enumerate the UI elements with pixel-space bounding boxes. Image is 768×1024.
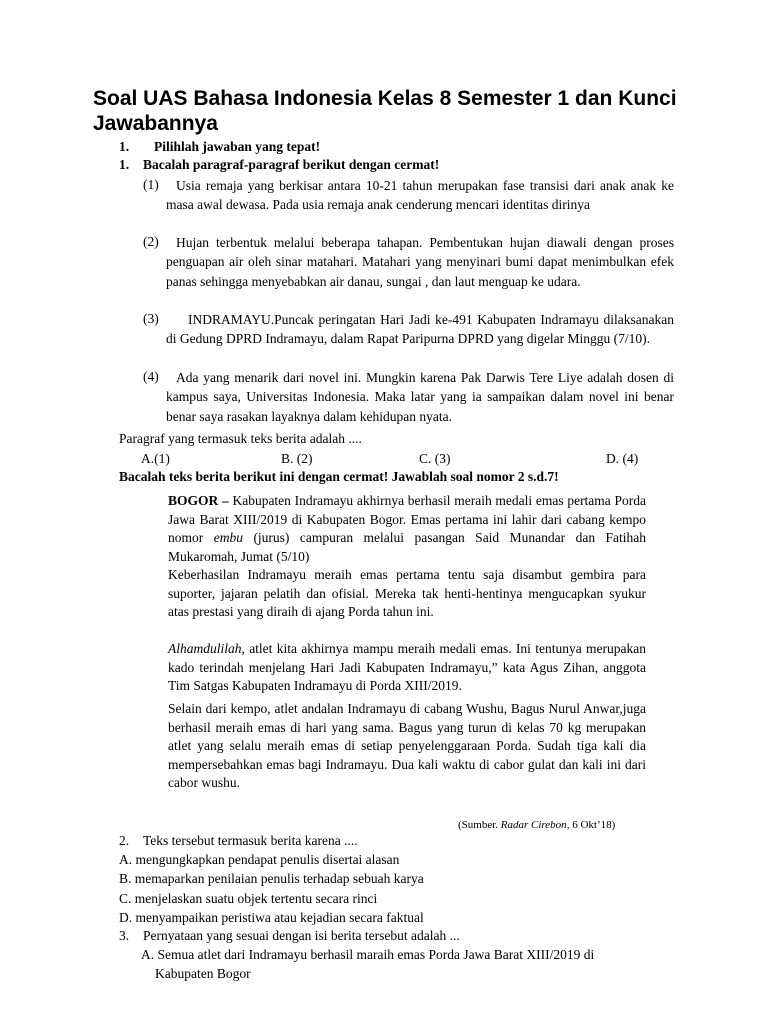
article-paragraph-4: Selain dari kempo, atlet andalan Indramayu di cabang Wushu, Bagus Nurul Anwar,juga berhasil meraih emas di hari yang sama. Bagus yang turun di kelas 70 kg merupakan atlet yang selalu meraih emas di setiap penyelenggaraan Porda. Sudah tiga kali dia mempersebahkan emas bagi Indramayu. Dua kali waktu di cabor gulat dan kali ini dari cabor wushu. [168, 701, 646, 791]
question-2-prompt: Teks tersebut termasuk berita karena .... [143, 833, 358, 848]
article-p3-italic: Alhamdulilah [168, 641, 242, 656]
paragraph-4-number: (4) [143, 369, 159, 384]
instruction-number: 1. [119, 139, 130, 154]
question-2-number: 2. [119, 833, 130, 848]
article-dateline: BOGOR – [168, 493, 229, 508]
source-publication: Radar Cirebon [500, 819, 567, 831]
paragraph-3-text: INDRAMAYU.Puncak peringatan Hari Jadi ke-491 Kabupaten Indramayu dilaksanakan di Gedung DPRD Indramayu, dalam Rapat Paripurna DPRD yang digelar Minggu (7/10). [166, 312, 674, 347]
paragraph-4-text: Ada yang menarik dari novel ini. Mungkin karena Pak Darwis Tere Liye adalah dosen di kampus saya, Universitas Indonesia. Maka latar yang ia sampaikan dalam novel ini benar benar saya rasakan layaknya dalam kehidupan nyata. [166, 370, 674, 424]
question-2-option-b[interactable]: B. memaparkan penilaian penulis terhadap sebuah karya [119, 871, 424, 886]
paragraph-2-text: Hujan terbentuk melalui beberapa tahapan. Pembentukan hujan diawali dengan proses penguapan air oleh sinar matahari. Matahari yang menyinari bumi dapat menimbulkan efek panas sehingga menyebabkan air danau, sungai , dan laut menguap ke udara. [166, 235, 674, 289]
question-1-prompt: Paragraf yang termasuk teks berita adalah .... [119, 431, 362, 446]
question-3-option-a[interactable]: A. Semua atlet dari Indramayu berhasil maraih emas Porda Jawa Barat XIII/2019 di [141, 947, 595, 962]
question-3-option-a-continued: Kabupaten Bogor [155, 966, 251, 981]
source-date: , 6 Okt’18) [566, 819, 616, 831]
article-paragraph-1 [168, 492, 646, 566]
article-p1-tail: (jurus) campuran melalui pasangan Said Munandar dan Fatihah Mukaromah, Jumat (5/10) [168, 530, 647, 564]
article-source [458, 818, 615, 832]
paragraph-3-number: (3) [143, 311, 159, 326]
paragraph-1-text: Usia remaja yang berkisar antara 10-21 tahun merupakan fase transisi dari anak anak ke masa awal dewasa. Pada usia remaja anak cenderung mencari identitas dirinya [166, 178, 674, 213]
option-a[interactable]: A.(1) [141, 451, 170, 466]
source-prefix: (Sumber. [458, 819, 499, 831]
paragraph-2-number: (2) [143, 234, 159, 249]
question-1-options [141, 450, 641, 468]
question-2-option-c[interactable]: C. menjelaskan suatu objek tertentu secara rinci [119, 891, 378, 906]
question-2-option-d[interactable]: D. menyampaikan peristiwa atau kejadian secara faktual [119, 910, 424, 925]
article-p3-text: , atlet kita akhirnya mampu meraih medali emas. Ini tentunya merupakan kado terindah menjelang Hari Jadi Kabupaten Indramayu,” kata Agus Zihan, anggota Tim Satgas Kabupaten Indramayu di Porda XIII/2019. [168, 641, 646, 694]
page-title: Soal UAS Bahasa Indonesia Kelas 8 Semester 1 dan Kunci Jawabannya [93, 87, 677, 135]
passage-instruction: Bacalah teks berita berikut ini dengan cermat! Jawablah soal nomor 2 s.d.7! [119, 469, 559, 484]
article-paragraph-2: Keberhasilan Indramayu meraih emas pertama tentu saja disambut gembira para suporter, jajaran pelatih dan ofisial. Mereka tak henti-hentinya mengucapkan syukur atas prestasi yang diraih di ajang Porda tahun ini. [168, 567, 646, 620]
article-paragraph-3 [168, 640, 646, 696]
instruction-text: Pilihlah jawaban yang tepat! [154, 139, 321, 154]
option-c[interactable]: C. (3) [419, 451, 451, 466]
question-3-prompt: Pernyataan yang sesuai dengan isi berita tersebut adalah ... [143, 928, 460, 943]
question-1-number: 1. [119, 157, 130, 172]
question-3-number: 3. [119, 928, 130, 943]
article-p1-text: Kabupaten Indramayu akhirnya berhasil meraih medali emas pertama Porda Jawa Barat XIII/2019 di Kabupaten Bogor. Emas pertama ini lahir dari cabang kempo nomor [168, 493, 647, 546]
article-p1-italic: embu [213, 530, 243, 546]
option-b[interactable]: B. (2) [281, 451, 313, 466]
option-d[interactable]: D. (4) [606, 451, 639, 466]
question-1-heading: Bacalah paragraf-paragraf berikut dengan cermat! [143, 157, 440, 172]
paragraph-1-number: (1) [143, 177, 159, 192]
question-2-option-a[interactable]: A. mengungkapkan pendapat penulis disertai alasan [119, 852, 400, 867]
